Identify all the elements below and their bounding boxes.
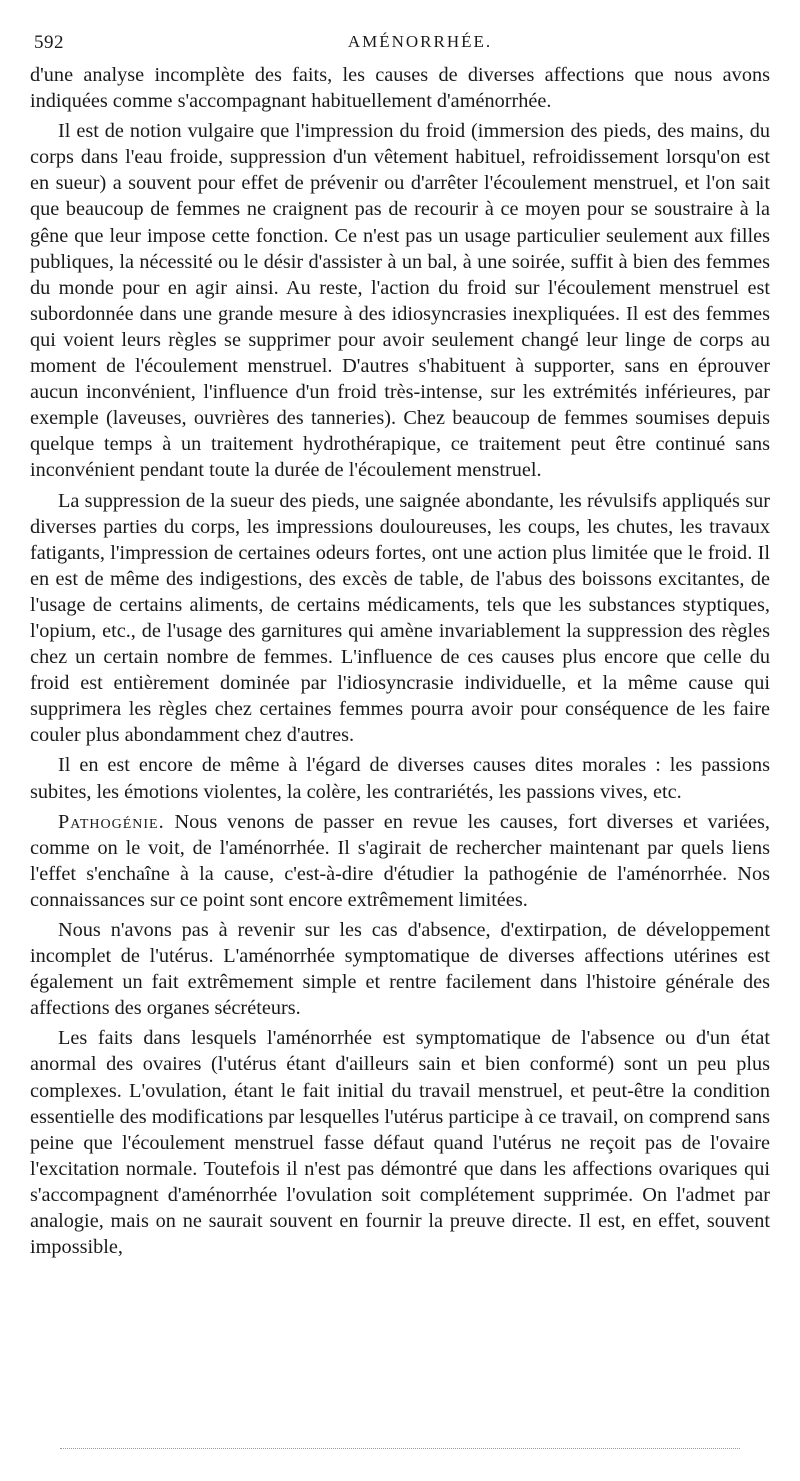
paragraph-moral-causes: Il en est encore de même à l'égard de diverses causes dites morales : les passions subites, les émotions violentes, la colère, les contrariétés, les passions vives, etc. [30,754,770,803]
paragraph-other-causes: La suppression de la sueur des pieds, une saignée abondante, les révulsifs appliqués sur diverses parties du corps, les impressions douloureuses, les coups, les chutes, les travaux fatigants, l'impression de certaines odeurs fortes, ont une action plus limitée que le froid. Il en est de même des indigestions, des excès de table, de l'abus des boissons excitantes, de l'usage de certains aliments, de certains médicaments, tels que les substances styptiques, l'opium, etc., de l'usage des garnitures qui amène invariablement la suppression des règles chez un certain nombre de femmes. L'influence de ces causes plus encore que celle du froid est entièrement dominée par l'idiosyncrasie individuelle, et la même cause qui supprimera les règles chez certaines femmes pourra avoir pour conséquence de les faire couler plus abondamment chez d'autres. [30,489,770,747]
section-heading-pathogenie: Pathogénie. [58,810,165,833]
paragraph-cold-impression: Il est de notion vulgaire que l'impression du froid (immersion des pieds, des mains, du corps dans l'eau froide, suppression d'un vêtement habituel, refroidissement lorsqu'on est en sueur) a souvent pour effet de prévenir ou d'arrêter l'écoulement menstruel, et l'on sait que beaucoup de femmes ne craignent pas de recourir à ce moyen pour se soustraire à la gêne que leur impose cette fonction. Ce n'est pas un usage particulier seulement aux filles publiques, la nécessité ou le désir d'assister à un bal, à une soirée, suffit à bien des femmes du monde pour en agir ainsi. Au reste, l'action du froid sur l'écoulement menstruel est subordonnée dans une grande mesure à des idiosyncrasies inexpliquées. Il est des femmes qui voient leurs règles se supprimer pour avoir seulement changé leur linge de corps au moment de l'écoulement menstruel. D'autres s'habituent à supporter, sans en éprouver aucun inconvénient, l'influence d'un froid très-intense, sur les extrémités inférieures, par exemple (laveuses, ouvrières des tanneries). Chez beaucoup de femmes soumises depuis quelque temps à un traitement hydrothérapique, ce traitement peut être continué sans inconvénient pendant toute la durée de l'écoulement menstruel. [30,120,770,482]
body-text [30,62,770,1260]
page-number: 592 [34,32,64,53]
footer-dotted-rule [60,1448,740,1449]
paragraph-uterus: Nous n'avons pas à revenir sur les cas d'absence, d'extirpation, de développement incomplet de l'utérus. L'aménorrhée symptomatique de diverses affections utérines est également un fait extrêmement simple et rentre facilement dans l'histoire générale des affections des organes sécréteurs. [30,919,770,1020]
running-title: AMÉNORRHÉE. [347,32,493,51]
paragraph-ovaries: Les faits dans lesquels l'aménorrhée est symptomatique de l'absence ou d'un état anormal des ovaires (l'utérus étant d'ailleurs sain et bien conformé) sont un peu plus complexes. L'ovulation, étant le fait initial du travail menstruel, et peut-être la condition essentielle des modifications par lesquelles l'utérus participe à ce travail, on comprend sans peine que l'écoulement menstruel fasse défaut quand l'utérus ne reçoit pas de l'ovaire l'excitation normale. Toutefois il n'est pas démontré que dans les affections ovariques qui s'accompagnent d'aménorrhée l'ovulation soit complétement supprimée. On l'admet par analogie, mais on ne saurait souvent en fournir la preuve directe. Il est, en effet, souvent impossible, [30,1027,770,1259]
paragraph-pathogenie [30,809,770,913]
running-head [30,22,770,58]
paragraph-pathogenie-text: Nous venons de passer en revue les causes, fort diverses et variées, comme on le voit, de l'aménorrhée. Il s'agirait de rechercher maintenant par quels liens l'effet s'enchaîne à la cause, c'est-à-dire d'étudier la pathogénie de l'aménorrhée. Nos connaissances sur ce point sont encore extrêmement limitées. [30,810,770,911]
paragraph-continuation: d'une analyse incomplète des faits, les causes de diverses affections que nous avons indiquées comme s'accompagnant habituellement d'aménorrhée. [30,64,770,113]
book-page [30,22,770,1264]
